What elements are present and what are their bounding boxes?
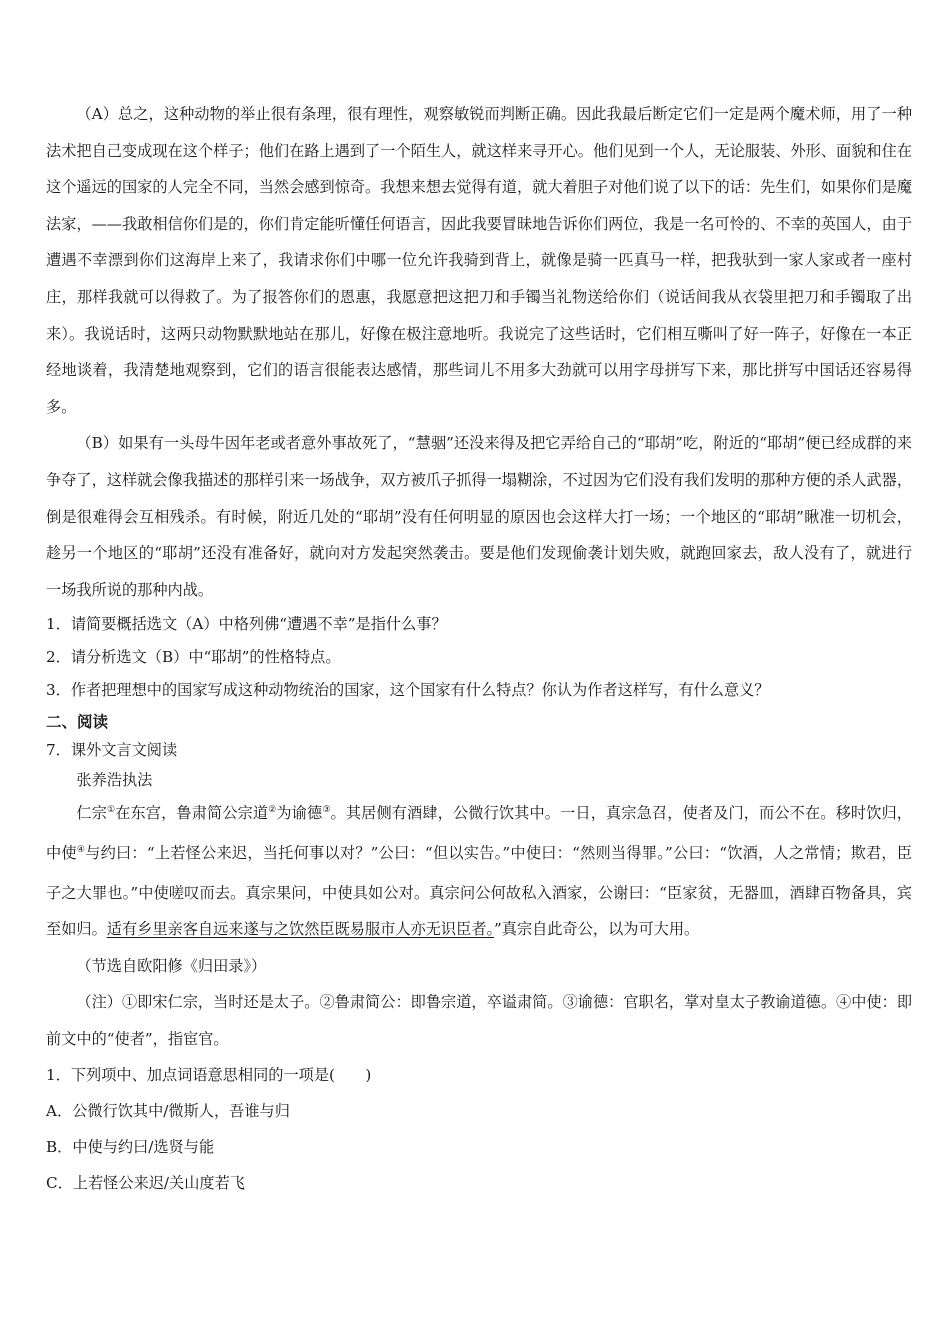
option-a: A．公微行饮其中/微斯人，吾谁与归 bbox=[46, 1102, 290, 1121]
option-b: B．中使与约曰/选贤与能 bbox=[46, 1138, 215, 1157]
text-segment: 仁宗 bbox=[76, 804, 107, 823]
footnote-mark-2: ② bbox=[268, 805, 277, 816]
option-c: C．上若怪公来迟/关山度若飞 bbox=[46, 1174, 245, 1193]
footnote-mark-1: ① bbox=[107, 805, 116, 816]
passage-b-label: （B） bbox=[76, 434, 119, 453]
passage-b bbox=[46, 425, 912, 608]
passage-a-text: 总之，这种动物的举止很有条理，很有理性，观察敏锐而判断正确。因此我最后断定它们一定是两个魔术师，用了一种法术把自己变成现在这个样子；他们在路上遇到了一个陌生人，就这样来寻开心。他们见到一个人，无论服装、外形、面貌和住在这个遥远的国家的人完全不同，当然会感到惊奇。我想来想去觉得有道，就大着胆子对他们说了以下的话：先生们，如果你们是魔法家，——我敢相信你们是的，你们肯定能听懂任何语言，因此我要冒昧地告诉你们两位，我是一名可怜的、不幸的英国人，由于遭遇不幸漂到你们这海岸上来了，我请求你们中哪一位允许我骑到背上，就像是骑一匹真马一样，把我驮到一家人家或者一座村庄，那样我就可以得救了。为了报答你们的恩惠，我愿意把这把刀和手镯当礼物送给你们（说话间我从衣袋里把刀和手镯取了出来）。我说话时，这两只动物默默地站在那儿，好像在极注意地听。我说完了这些话时，它们相互嘶叫了好一阵子，好像在一本正经地谈着，我清楚地观察到，它们的语言很能表达感情，那些词儿不用多大劲就可以用字母拼写下来，那比拼写中国话还容易得多。 bbox=[46, 105, 913, 416]
text-segment: 在东宫，鲁肃简公宗道 bbox=[115, 804, 269, 823]
passage-title: 张养浩执法 bbox=[76, 771, 153, 790]
underlined-sentence: 适有乡里亲客自远来遂与之饮然臣既易服市人亦无识臣者。 bbox=[106, 920, 495, 939]
passage-a bbox=[46, 96, 912, 425]
document-page bbox=[46, 96, 912, 1201]
text-segment: 与约曰：“上若怪公来迟，当托何事以对？”公曰：“但以实告。”中使曰：“然则当得罪。”公曰：“饮酒，人之常情；欺君，臣子之大罪也。”中使嗟叹而去。真宗果问，中使具如公对。真宗问公何故私入酒家，公谢曰：“臣家贫，无器皿，酒肆百物备具，宾至如归。 bbox=[46, 843, 913, 939]
sub-question-1: 1．下列项中、加点词语意思相同的一项是( ) bbox=[46, 1066, 372, 1085]
passage-b-text: 如果有一头母牛因年老或者意外事故死了，“慧骃”还没来得及把它弄给自己的“耶胡”吃，附近的“耶胡”便已经成群的来争夺了，这样就会像我描述的那样引来一场战争，双方被爪子抓得一塌糊涂，不过因为它们没有我们发明的那种方便的杀人武器，倒是很难得会互相残杀。有时候，附近几处的“耶胡”没有任何明显的原因也会这样大打一场；一个地区的“耶胡”瞅准一切机会，趁另一个地区的“耶胡”还没有准备好，就向对方发起突然袭击。要是他们发现偷袭计划失败，就跑回家去，敌人没有了，就进行一场我所说的那种内战。 bbox=[46, 434, 912, 599]
question-7-label: 7．课外文言文阅读 bbox=[46, 741, 178, 760]
annotation-note: （注）①即宋仁宗，当时还是太子。②鲁肃简公：即鲁宗道，卒谥肃简。③谕德：官职名，掌对皇太子教谕道德。④中使：即前文中的“使者”，指宦官。 bbox=[46, 993, 912, 1048]
footnote-mark-3: ③ bbox=[322, 805, 331, 816]
text-segment: ”真宗自此奇公，以为可大用。 bbox=[494, 920, 700, 939]
question-1: 1．请简要概括选文（A）中格列佛“遭遇不幸”是指什么事？ bbox=[46, 615, 447, 634]
text-segment: 为谕德 bbox=[276, 804, 323, 823]
text-segment: 。其居侧有酒肆，公微行饮其中。一日，真宗急召，使者及门，而公不在。移时饮归，中使 bbox=[46, 804, 912, 862]
section-heading: 二、阅读 bbox=[46, 712, 109, 732]
source-line: （节选自欧阳修《归田录》） bbox=[76, 956, 267, 975]
footnote-mark-4: ④ bbox=[76, 844, 86, 855]
question-2: 2．请分析选文（B）中“耶胡”的性格特点。 bbox=[46, 648, 341, 667]
classical-passage bbox=[46, 795, 912, 947]
passage-a-label: （A） bbox=[76, 105, 118, 123]
question-3: 3．作者把理想中的国家写成这种动物统治的国家，这个国家有什么特点？你认为作者这样写，有什么意义？ bbox=[46, 681, 770, 700]
